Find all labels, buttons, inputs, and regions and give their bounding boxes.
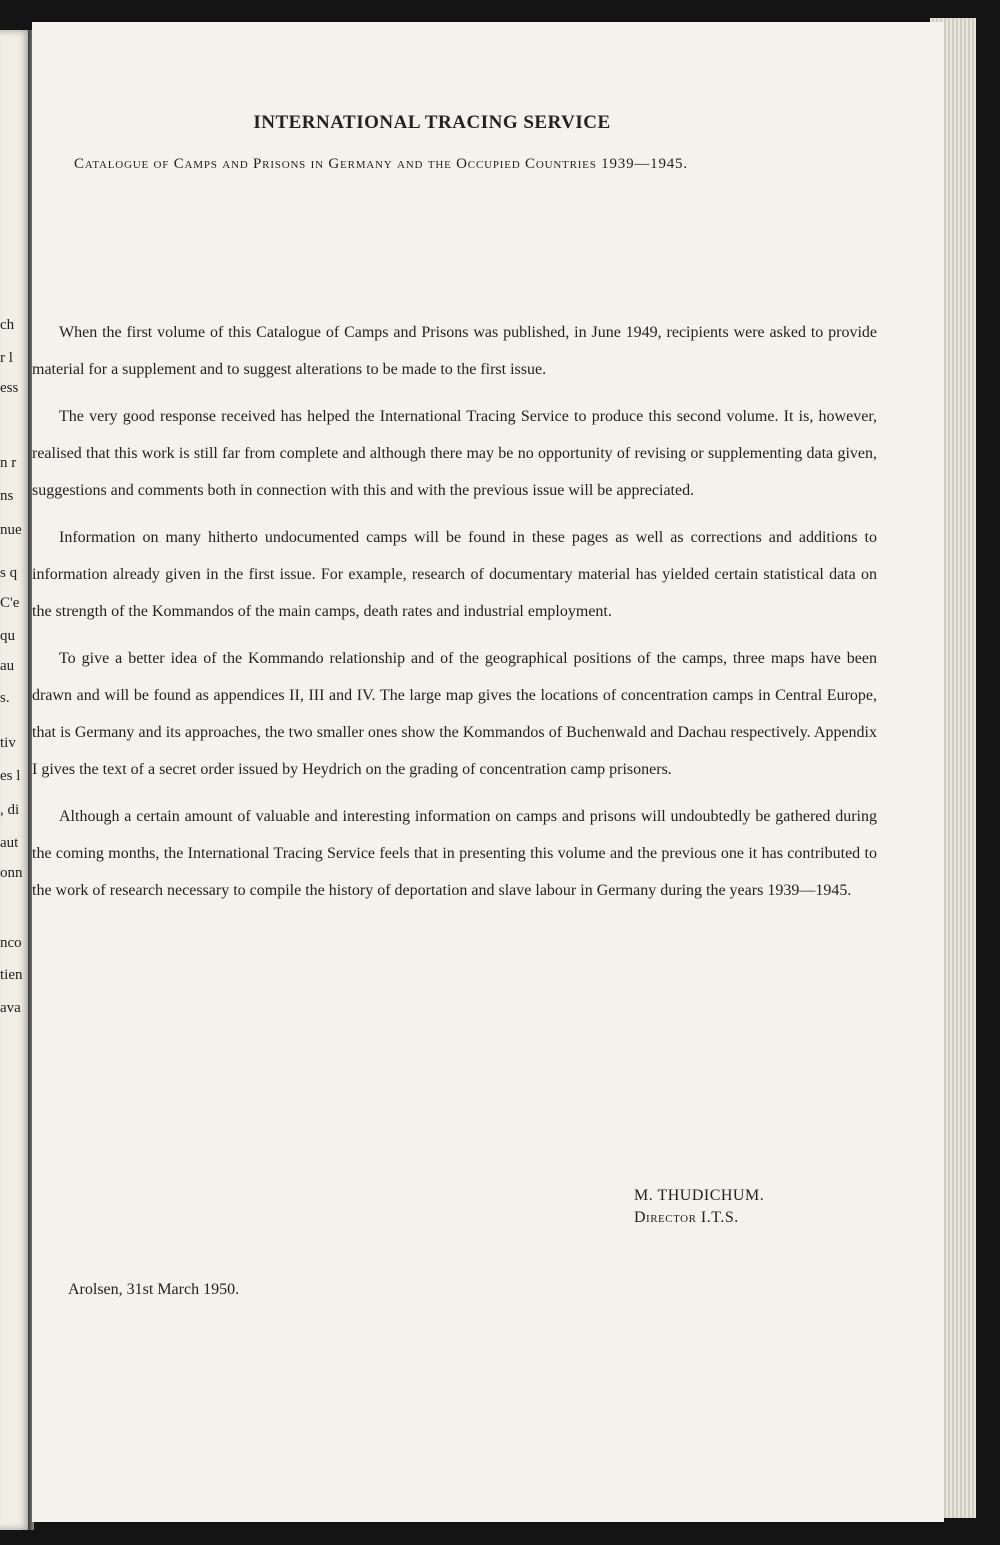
page-title: INTERNATIONAL TRACING SERVICE <box>253 112 611 133</box>
body-text <box>32 314 877 919</box>
left-page-fragment: r l <box>0 350 13 366</box>
paragraph: Although a certain amount of valuable and interesting information on camps and prisons will undoubtedly be gathered during the coming months, the International Tracing Service feels that in presenting this volume and the previous one it has contributed to the work of research necessary to compile the history of deportation and slave labour in Germany during the years 1939—1945. <box>32 808 877 899</box>
paragraph: When the first volume of this Catalogue of Camps and Prisons was published, in June 1949, recipients were asked to provide material for a supplement and to suggest alterations to be made to the first issue. <box>32 324 877 378</box>
left-page-fragment: es l <box>0 768 21 784</box>
left-page-fragment: nue <box>0 522 22 538</box>
page-subtitle: Catalogue of Camps and Prisons in Germany and the Occupied Countries 1939—1945. <box>74 156 688 172</box>
left-page-fragment: ava <box>0 1000 21 1016</box>
left-page-fragment: , di <box>0 802 20 818</box>
left-page-fragment: ch <box>0 317 15 333</box>
left-page-fragment: qu <box>0 628 15 644</box>
signature-name: M. THUDICHUM. <box>634 1187 765 1204</box>
left-page-fragment: s q <box>0 565 18 581</box>
paragraph: The very good response received has helped the International Tracing Service to produce this second volume. It is, however, realised that this work is still far from complete and although there may be no opportunity of revising or supplementing data given, suggestions and comments both in connection with this and with the previous issue will be appreciated. <box>32 408 877 499</box>
signature-title: Director I.T.S. <box>634 1209 739 1226</box>
left-page-fragment: ns <box>0 488 14 504</box>
paragraph: To give a better idea of the Kommando relationship and of the geographical positions of the camps, three maps have been drawn and will be found as appendices II, III and IV. The large map gives the locations of concentration camps in Central Europe, that is Germany and its approaches, the two smaller ones show the Kommandos of Buchenwald and Dachau respectively. Appendix I gives the text of a secret order issued by Heydrich on the grading of concentration camp prisoners. <box>32 650 877 778</box>
left-page-fragment: tien <box>0 967 23 983</box>
left-page-fragment: ess <box>0 380 19 396</box>
left-page-fragment: onn <box>0 865 23 881</box>
left-page-fragment: s. <box>0 690 10 706</box>
dateline: Arolsen, 31st March 1950. <box>68 1281 240 1298</box>
paragraph: Information on many hitherto undocumented camps will be found in these pages as well as corrections and additions to information already given in the first issue. For example, research of documentary material has yielded certain statistical data on the strength of the Kommandos of the main camps, death rates and industrial employment. <box>32 529 877 620</box>
left-page-fragment: au <box>0 658 15 674</box>
document-page <box>32 22 944 1522</box>
left-page-fragment: n r <box>0 455 17 471</box>
left-page-fragment: nco <box>0 935 22 951</box>
left-page-fragment: C'e <box>0 595 20 611</box>
left-page-fragment: tiv <box>0 735 16 751</box>
left-page-fragment: aut <box>0 835 19 851</box>
